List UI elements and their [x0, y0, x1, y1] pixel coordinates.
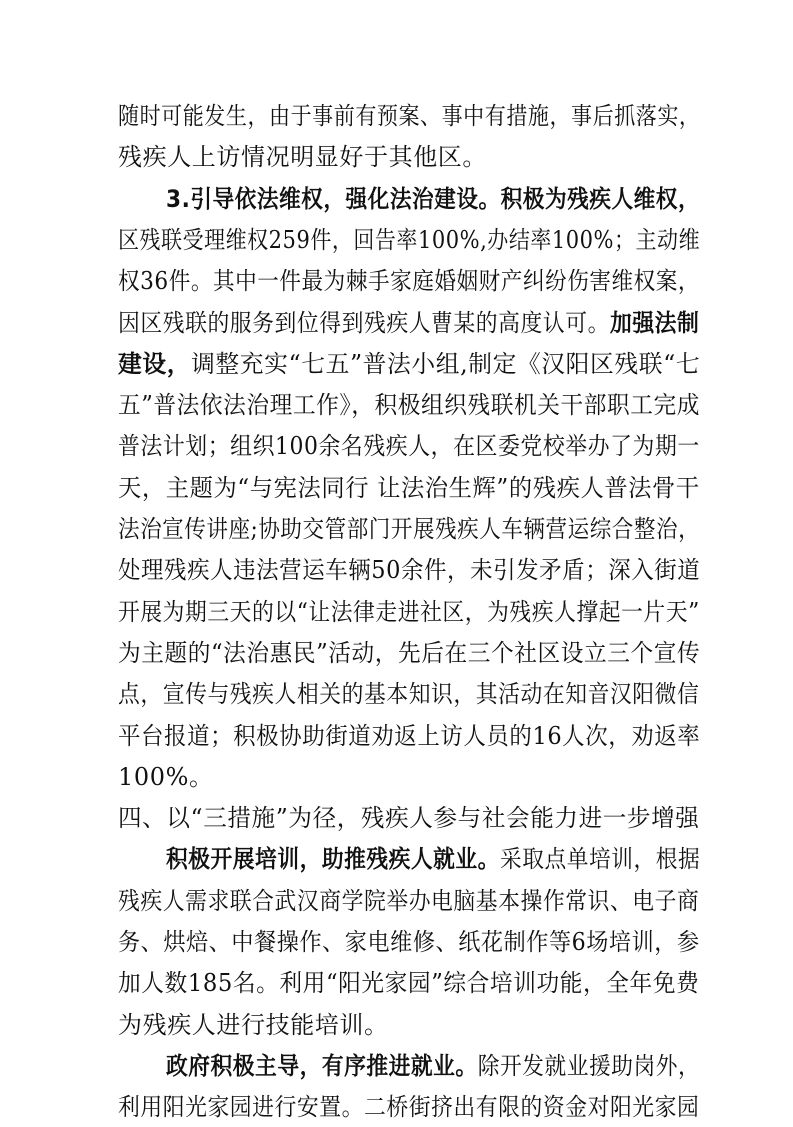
- paragraph-line: 法治宣传讲座;协助交管部门开展残疾人车辆营运综合整治，: [118, 515, 701, 543]
- paragraph-line: 残疾人上访情况明显好于其他区。: [118, 143, 487, 172]
- chapter-heading-line: 四、以“三措施”为径，残疾人参与社会能力进一步增强: [118, 804, 700, 833]
- paragraph-line: 积极开展培训，助推残疾人就业。采取点单培训，根据: [166, 845, 701, 874]
- bold-heading: 积极开展培训，助推残疾人就业。: [166, 845, 500, 874]
- paragraph-line: 利用阳光家园进行安置。二桥街挤出有限的资金对阳光家园: [118, 1093, 700, 1122]
- paragraph-line: 为残疾人进行技能培训。: [118, 1010, 389, 1039]
- paragraph-line: 平台报道；积极协助街道劝返上访人员的16人次，劝返率: [118, 721, 701, 750]
- paragraph-line: 务、烘焙、中餐操作、家电维修、纸花制作等6场培训，参: [118, 928, 700, 956]
- paragraph-line: 100%。: [118, 762, 214, 791]
- paragraph-line: 政府积极主导，有序推进就业。除开发就业援助岗外，: [166, 1051, 701, 1080]
- paragraph-line: 普法计划；组织100余名残疾人，在区委党校举办了为期一: [118, 432, 700, 461]
- section-heading-line: [166, 179, 700, 219]
- paragraph-line: 加人数185名。利用“阳光家园”综合培训功能，全年免费: [118, 969, 700, 998]
- paragraph-line: 点，宣传与残疾人相关的基本知识，其活动在知音汉阳微信: [118, 680, 700, 709]
- paragraph-line: 为主题的“法治惠民”活动，先后在三个社区设立三个宣传: [118, 638, 701, 667]
- bold-heading: 政府积极主导，有序推进就业。: [166, 1051, 478, 1080]
- paragraph-line: 五”普法依法治理工作》，积极组织残联机关干部职工完成: [118, 391, 701, 420]
- paragraph-line: 天，主题为“与宪法同行 让法治生辉”的残疾人普法骨干: [118, 473, 700, 502]
- paragraph-line: 随时可能发生，由于事前有预案、事中有措施，事后抓落实，: [118, 102, 701, 130]
- bold-heading: 建设，: [118, 349, 192, 378]
- paragraph-line: 处理残疾人违法营运车辆50余件，未引发矛盾；深入街道: [118, 556, 701, 585]
- paragraph-line: 因区残联的服务到位得到残疾人曹某的高度认可。加强法制: [118, 308, 700, 337]
- bold-heading: 3.引导依法维权，强化法治建设。积极为残疾人维权，: [166, 184, 701, 213]
- paragraph-line: 开展为期三天的以“让法律走进社区，为残疾人撑起一片天”: [118, 597, 700, 626]
- paragraph-line: 建设，调整充实“七五”普法小组,制定《汉阳区残联“七: [118, 349, 701, 378]
- paragraph-line: 权36件。其中一件最为棘手家庭婚姻财产纠纷伤害维权案，: [118, 267, 701, 296]
- paragraph-line: 区残联受理维权259件，回告率100%,办结率100%；主动维: [118, 225, 701, 254]
- bold-heading: 加强法制: [609, 308, 700, 337]
- paragraph-line: 残疾人需求联合武汉商学院举办电脑基本操作常识、电子商: [118, 886, 700, 915]
